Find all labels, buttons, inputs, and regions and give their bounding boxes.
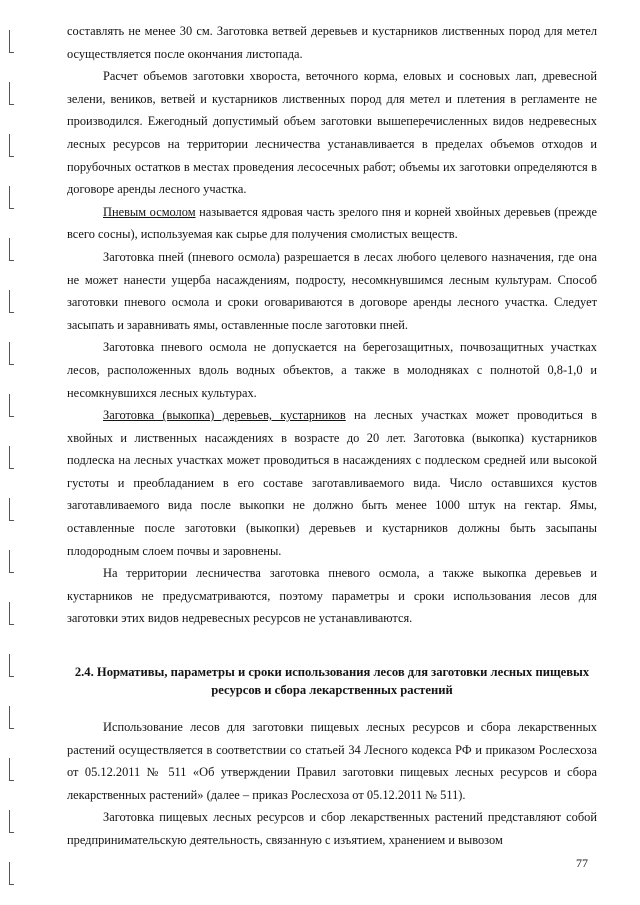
section-heading: 2.4. Нормативы, параметры и сроки использования лесов для заготовки лесных пищевых ресурсов и сбора лекарственных растений bbox=[74, 665, 590, 698]
paragraph-resin-restriction: Заготовка пневого осмола не допускается на берегозащитных, почвозащитных участках лесов, расположенных вдоль водных объектов, а также в молодняках с полнотой 0,8-1,0 и несомкнувшихся лесных культурах. bbox=[67, 340, 597, 400]
paragraph-resin-definition bbox=[67, 201, 597, 246]
margin-tick bbox=[9, 134, 14, 157]
margin-tick bbox=[9, 342, 14, 365]
margin-tick bbox=[9, 706, 14, 729]
margin-tick bbox=[9, 446, 14, 469]
document-page bbox=[67, 20, 597, 852]
paragraph-legal-basis: Использование лесов для заготовки пищевых лесных ресурсов и сбора лекарственных растений осуществляется в соответствии со статьей 34 Лесного кодекса РФ и приказом Рослесхоза от 05.12.2011 № 511 «Об утверждении Правил заготовки пищевых лесных ресурсов и сбора лекарственных растений» (далее – приказ Рослесхоза от 05.12.2011 № 511). bbox=[67, 720, 597, 802]
margin-tick bbox=[9, 862, 14, 885]
margin-tick bbox=[9, 82, 14, 105]
margin-tick bbox=[9, 810, 14, 833]
paragraph-food-resources: Заготовка пищевых лесных ресурсов и сбор лекарственных растений представляют собой предпринимательскую деятельность, связанную с изъятием, хранением и вывозом bbox=[67, 810, 597, 847]
paragraph-continued: составлять не менее 30 см. Заготовка ветвей деревьев и кустарников лиственных пород для метел осуществляется после окончания листопада. bbox=[67, 24, 597, 61]
margin-tick bbox=[9, 238, 14, 261]
paragraph-text: называется ядровая часть зрелого пня и корней хвойных деревьев (прежде всего сосны), используемая как сырье для получения смолистых веществ. bbox=[67, 204, 597, 242]
margin-tick bbox=[9, 186, 14, 209]
paragraph-harvest-volume: Расчет объемов заготовки хвороста, веточного корма, еловых и сосновых лап, древесной зелени, веников, ветвей и кустарников лиственных пород для метел и плетения в регламенте не производился. Ежегодный допустимый объем заготовки вышеперечисленных видов недревесных лесных ресурсов на территории лесничества устанавливается в пределах объемов отходов и порубочных остатков в местах проведения лесосечных работ; объемы их заготовки определяются в договоре аренды лесного участка. bbox=[67, 69, 597, 197]
margin-tick bbox=[9, 550, 14, 573]
binding-margin-marks bbox=[0, 0, 24, 905]
paragraph-digging bbox=[67, 404, 597, 562]
margin-tick bbox=[9, 758, 14, 781]
margin-tick bbox=[9, 30, 14, 53]
term-resin: Пневым осмолом bbox=[103, 204, 196, 219]
margin-tick bbox=[9, 602, 14, 625]
margin-tick bbox=[9, 654, 14, 677]
paragraph-not-planned: На территории лесничества заготовка пневого осмола, а также выкопка деревьев и кустарников не предусматриваются, поэтому параметры и сроки использования лесов для заготовки этих видов недревесных ресурсов не устанавливаются. bbox=[67, 566, 597, 626]
paragraph-stump-harvest: Заготовка пней (пневого осмола) разрешается в лесах любого целевого назначения, где она не может нанести ущерба насаждениям, подросту, несомкнувшимся лесным культурам. Способ заготовки пневого осмола и сроки оговариваются в договоре аренды лесного участка. Следует засыпать и заравнивать ямы, оставленные после заготовки пней. bbox=[67, 249, 597, 332]
margin-tick bbox=[9, 394, 14, 417]
term-digging: Заготовка (выкопка) деревьев, кустарников bbox=[103, 408, 346, 423]
paragraph-text: на лесных участках может проводиться в хвойных и лиственных насаждениях в возрасте до 20 лет. Заготовка (выкопка) кустарников подлеска на лесных участках может проводиться в насаждениях с подлеском средней или высокой густоты и преобладанием в его составе заготавливаемого вида. Число оставшихся кустов заготавливаемого вида после выкопки не должно быть менее 1000 штук на гектар. Ямы, оставленные после заготовки (выкопки) деревьев и кустарников должны быть засыпаны плодородным слоем почвы и заровнены. bbox=[67, 408, 597, 558]
page-number: 77 bbox=[576, 856, 588, 870]
margin-tick bbox=[9, 498, 14, 521]
margin-tick bbox=[9, 290, 14, 313]
